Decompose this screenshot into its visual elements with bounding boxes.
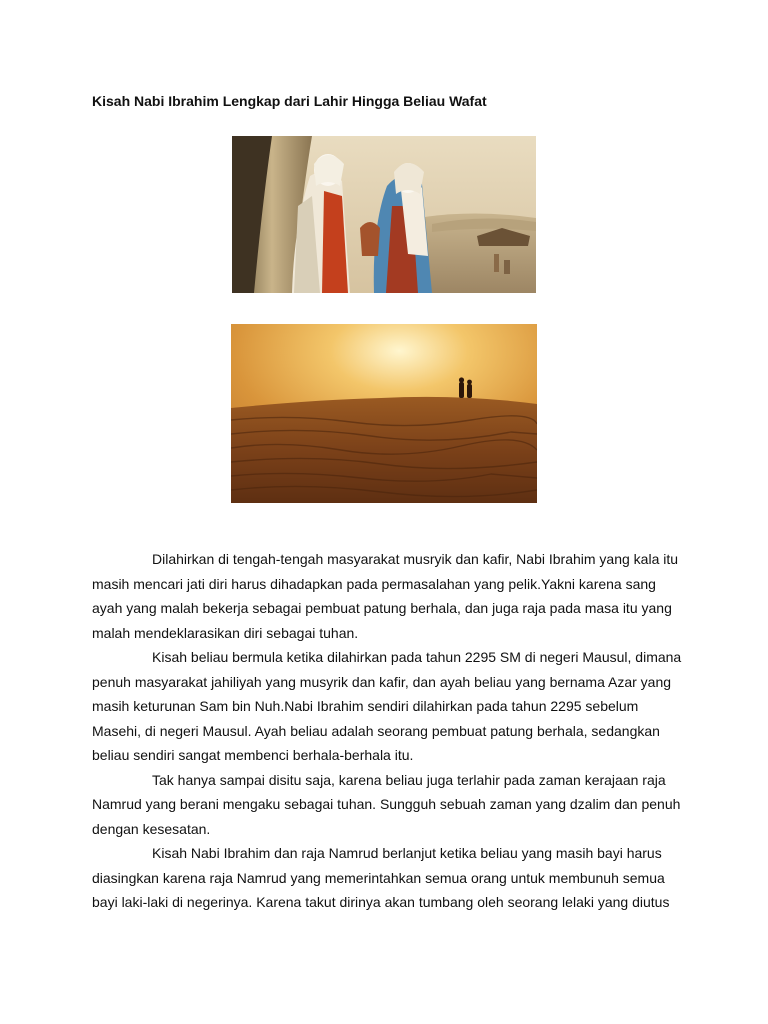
paragraph-line: masih mencari jati diri harus dihadapkan pada permasalahan yang pelik.Yakni karena sang <box>92 575 656 592</box>
article-body <box>92 547 682 915</box>
paragraph-line: penuh masyarakat jahiliyah yang musyrik dan kafir, dan ayah beliau yang bernama Azar yang <box>92 673 672 690</box>
paragraph-line: Kisah Nabi Ibrahim dan raja Namrud berlanjut ketika beliau yang masih bayi harus <box>152 845 662 861</box>
paragraph-line: diasingkan karena raja Namrud yang memerintahkan semua orang untuk membunuh semua <box>92 869 665 886</box>
paragraph-line: masih keturunan Sam bin Nuh.Nabi Ibrahim sendiri dilahirkan pada tahun 2295 sebelum <box>92 698 639 714</box>
paragraph-line: bayi laki-laki di negerinya. Karena takut dirinya akan tumbang oleh seorang lelaki yang diutus <box>92 894 670 910</box>
document-title: Kisah Nabi Ibrahim Lengkap dari Lahir Hingga Beliau Wafat <box>92 93 487 109</box>
illustration-desert-dunes <box>231 324 537 503</box>
paragraph-line: Dilahirkan di tengah-tengah masyarakat musryik dan kafir, Nabi Ibrahim yang kala itu <box>152 551 679 567</box>
paragraph-line: beliau sendiri sangat membenci berhala-berhala itu. <box>92 747 414 763</box>
paragraph-line: Kisah beliau bermula ketika dilahirkan pada tahun 2295 SM di negeri Mausul, dimana <box>152 649 682 665</box>
paragraph-line: dengan kesesatan. <box>92 820 211 837</box>
paragraph-line: Namrud yang berani mengaku sebagai tuhan. Sungguh sebuah zaman yang dzalim dan penuh <box>92 796 681 812</box>
paragraph-line: ayah yang malah bekerja sebagai pembuat patung berhala, dan juga raja pada masa itu yang <box>92 600 672 616</box>
paragraph-line: malah mendeklarasikan diri sebagai tuhan. <box>92 624 359 641</box>
paragraph-line: Tak hanya sampai disitu saja, karena beliau juga terlahir pada zaman kerajaan raja <box>152 771 666 788</box>
paragraph-line: Masehi, di negeri Mausul. Ayah beliau adalah seorang pembuat patung berhala, sedangkan <box>92 722 660 739</box>
illustration-prophet-ibrahim-tent <box>232 136 536 293</box>
